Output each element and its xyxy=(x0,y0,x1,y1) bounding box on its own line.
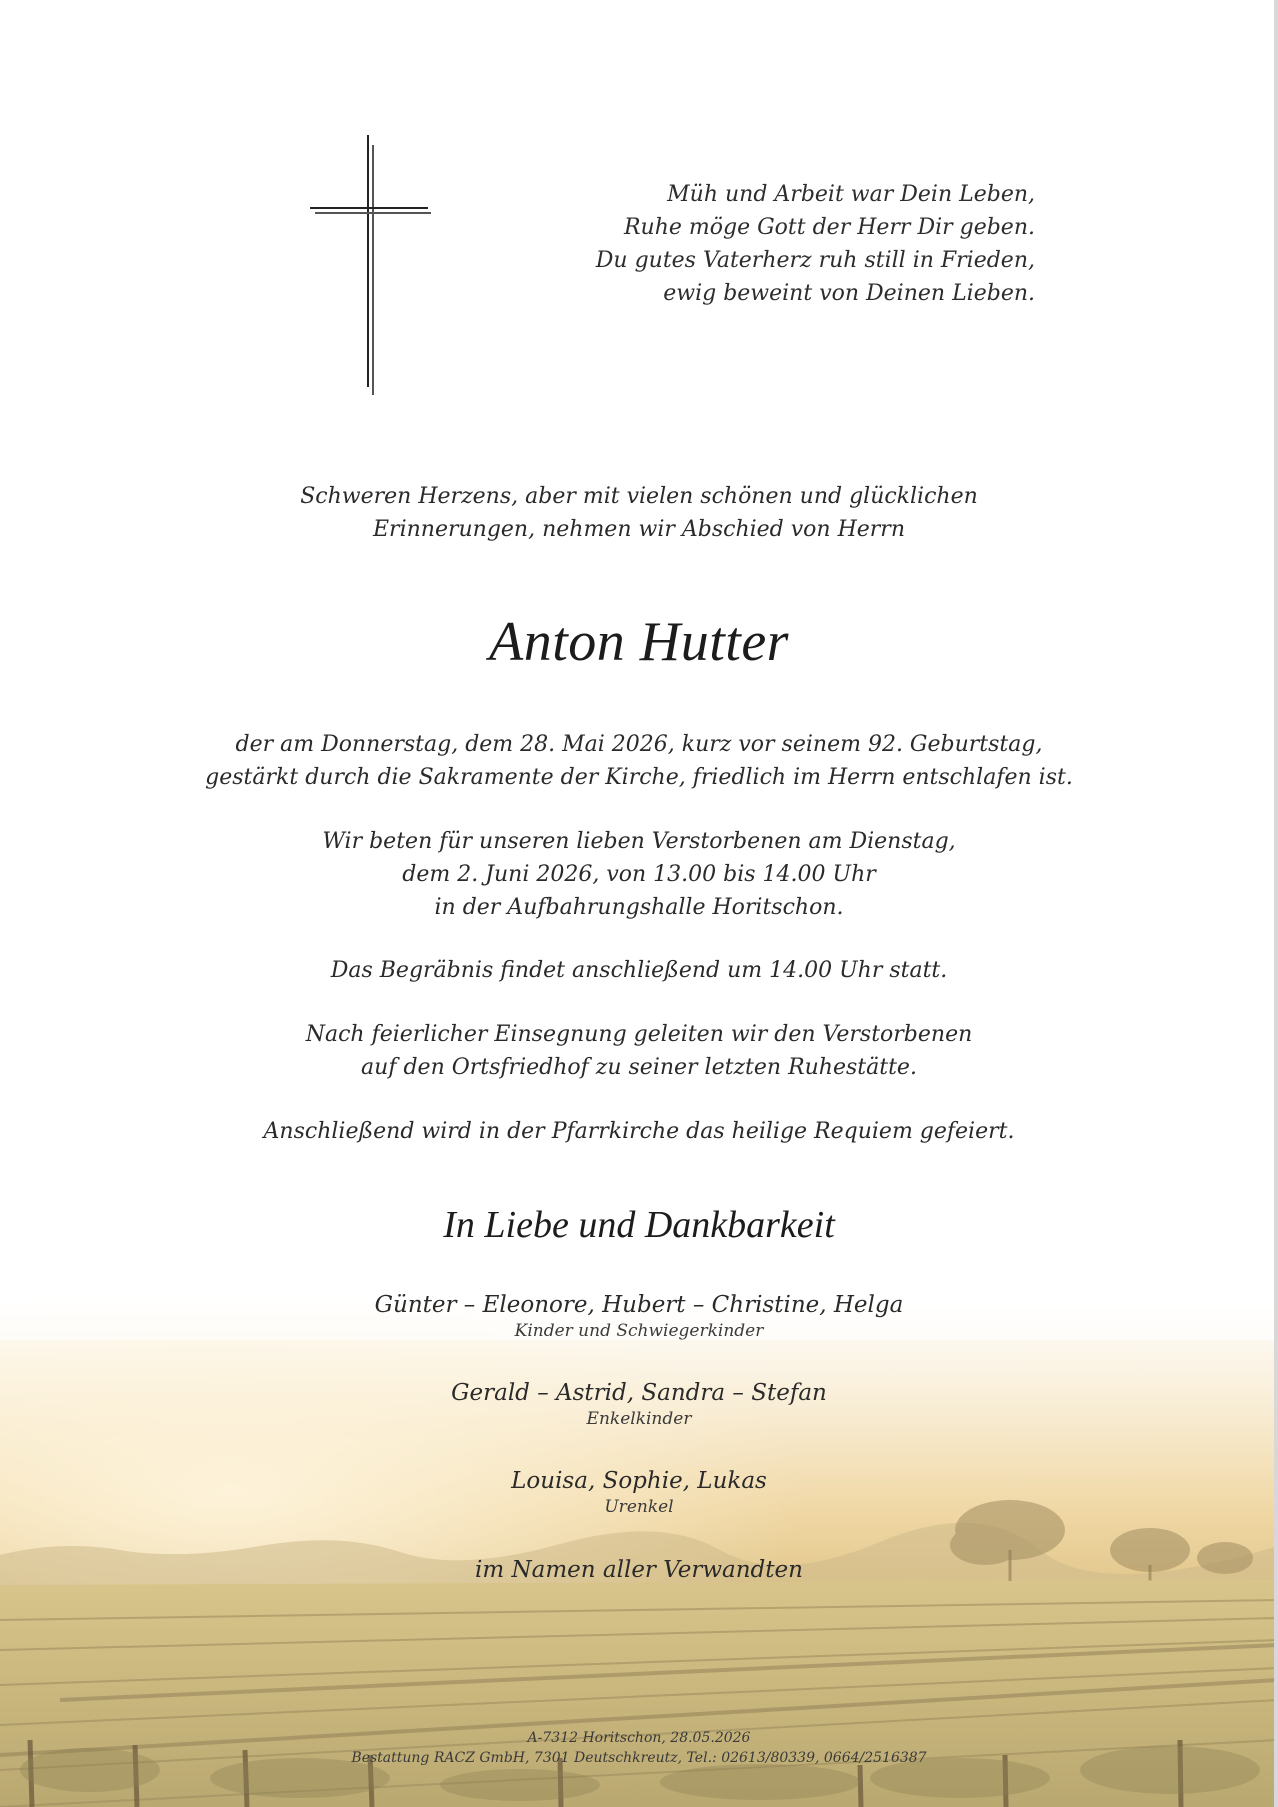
burial-info: Das Begräbnis findet anschließend um 14.00 Uhr statt. xyxy=(330,958,948,983)
prayer-line: dem 2. Juni 2026, von 13.00 bis 14.00 Uhr xyxy=(402,862,876,887)
footer-place-date: A-7312 Horitschon, 28.05.2026 xyxy=(527,1730,751,1746)
prayer-line: in der Aufbahrungshalle Horitschon. xyxy=(434,895,844,920)
poem-line: Müh und Arbeit war Dein Leben, xyxy=(667,182,1035,207)
footer xyxy=(100,1728,1178,1768)
death-announcement xyxy=(100,728,1178,794)
family-relation: Urenkel xyxy=(604,1497,674,1517)
procession-line: Nach feierlicher Einsegnung geleiten wir den Verstorbenen xyxy=(305,1022,973,1047)
memorial-poem xyxy=(560,178,1035,310)
footer-undertaker: Bestattung RACZ GmbH, 7301 Deutschkreutz, Tel.: 02613/80339, 0664/2516387 xyxy=(351,1750,927,1766)
death-line: der am Donnerstag, dem 28. Mai 2026, kurz vor seinem 92. Geburtstag, xyxy=(235,732,1043,757)
prayer-line: Wir beten für unseren lieben Verstorbenen am Dienstag, xyxy=(322,829,956,854)
prayer-info xyxy=(100,825,1178,924)
family-group-grandchildren xyxy=(100,1378,1178,1430)
intro-line: Schweren Herzens, aber mit vielen schönen und glücklichen xyxy=(300,484,978,509)
family-names: Louisa, Sophie, Lukas xyxy=(511,1468,767,1494)
closing-phrase: In Liebe und Dankbarkeit xyxy=(443,1204,835,1246)
family-names: Günter – Eleonore, Hubert – Christine, Helga xyxy=(374,1292,904,1318)
poem-line: Du gutes Vaterherz ruh still in Frieden, xyxy=(595,248,1035,273)
death-line: gestärkt durch die Sakramente der Kirche, friedlich im Herrn entschlafen ist. xyxy=(205,765,1073,790)
intro-line: Erinnerungen, nehmen wir Abschied von Herrn xyxy=(373,517,905,542)
page-edge xyxy=(1274,0,1278,1807)
family-group-great-grandchildren xyxy=(100,1466,1178,1518)
procession-line: auf den Ortsfriedhof zu seiner letzten Ruhestätte. xyxy=(361,1055,917,1080)
cross-icon xyxy=(305,135,435,395)
poem-line: Ruhe möge Gott der Herr Dir geben. xyxy=(623,215,1035,240)
procession-info xyxy=(100,1018,1178,1084)
family-group-children xyxy=(100,1290,1178,1342)
family-relation: Kinder und Schwiegerkinder xyxy=(514,1321,764,1341)
requiem-info: Anschließend wird in der Pfarrkirche das heilige Requiem gefeiert. xyxy=(263,1119,1015,1144)
family-relation: Enkelkinder xyxy=(586,1409,692,1429)
poem-line: ewig beweint von Deinen Lieben. xyxy=(663,281,1035,306)
family-names: Gerald – Astrid, Sandra – Stefan xyxy=(451,1380,827,1406)
intro-text xyxy=(100,480,1178,546)
relatives-line: im Namen aller Verwandten xyxy=(475,1557,803,1583)
deceased-name: Anton Hutter xyxy=(489,611,789,673)
